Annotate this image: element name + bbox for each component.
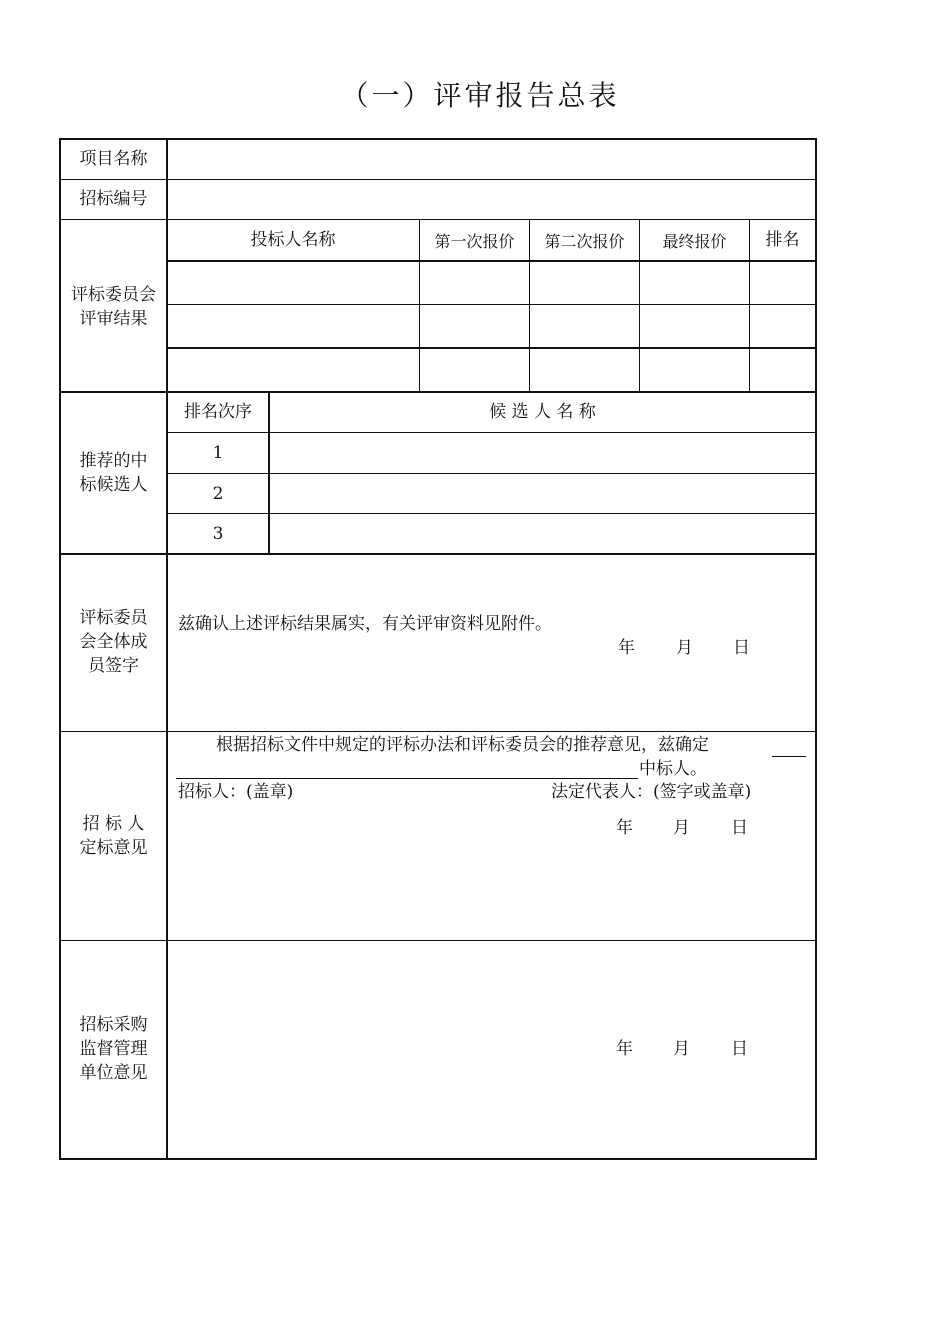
tenderer-seal-text: 招标人：(盖章) [178, 782, 294, 802]
rank-order-header: 排名次序 [184, 402, 252, 422]
project-name-label: 项目名称 [79, 149, 148, 169]
committee-date-month: 月 [676, 638, 693, 658]
candidate-name-header: 候 选 人 名 称 [489, 402, 596, 422]
legal-representative-text: 法定代表人：(签字或盖章) [551, 782, 752, 802]
row-divider [59, 391, 817, 393]
committee-sign-label: 评标委员 会全体成 员签字 [79, 608, 148, 676]
candidate-row-divider [168, 432, 817, 433]
winner-suffix-text: 中标人。 [639, 759, 707, 779]
tender-no-label: 招标编号 [79, 189, 148, 209]
committee-confirmation-text: 兹确认上述评标结果属实，有关评审资料见附件。 [178, 614, 552, 634]
page-title: （一）评审报告总表 [340, 79, 620, 112]
second-quote-header: 第二次报价 [544, 232, 625, 251]
committee-date-day: 日 [733, 638, 750, 658]
supervision-opinion-label: 招标采购 监督管理 单位意见 [79, 1015, 148, 1083]
row-divider [59, 940, 817, 941]
tenderer-date-day: 日 [731, 818, 748, 838]
tenderer-determination-text: 根据招标文件中规定的评标办法和评标委员会的推荐意见，兹确定 [216, 735, 709, 755]
supervision-date-year: 年 [616, 1039, 633, 1059]
review-result-label: 评标委员会 评审结果 [71, 285, 156, 329]
candidate-row-divider [168, 513, 817, 514]
supervision-date-day: 日 [731, 1039, 748, 1059]
rank-2: 2 [212, 484, 224, 504]
winner-fill-line [772, 756, 806, 757]
committee-date-year: 年 [618, 638, 635, 658]
row-divider [59, 553, 817, 555]
tenderer-date-month: 月 [673, 818, 690, 838]
row-divider [59, 179, 817, 180]
rank-1: 1 [212, 443, 224, 463]
tenderer-opinion-label: 招 标 人 定标意见 [79, 814, 148, 858]
candidate-row-divider [168, 473, 817, 474]
row-divider [59, 731, 817, 732]
report-table [59, 138, 817, 1160]
bid-row-divider [168, 347, 817, 349]
recommended-candidates-label: 推荐的中 标候选人 [79, 451, 148, 495]
tenderer-date-year: 年 [616, 818, 633, 838]
bid-header-divider [168, 260, 817, 262]
bidder-name-header: 投标人名称 [250, 230, 336, 250]
first-quote-header: 第一次报价 [434, 232, 515, 251]
row-divider [59, 219, 817, 220]
winner-fill-line [176, 778, 638, 779]
bid-row-divider [168, 304, 817, 305]
final-quote-header: 最终报价 [662, 232, 727, 251]
rank-header: 排名 [765, 230, 800, 250]
supervision-date-month: 月 [673, 1039, 690, 1059]
rank-3: 3 [212, 524, 224, 544]
